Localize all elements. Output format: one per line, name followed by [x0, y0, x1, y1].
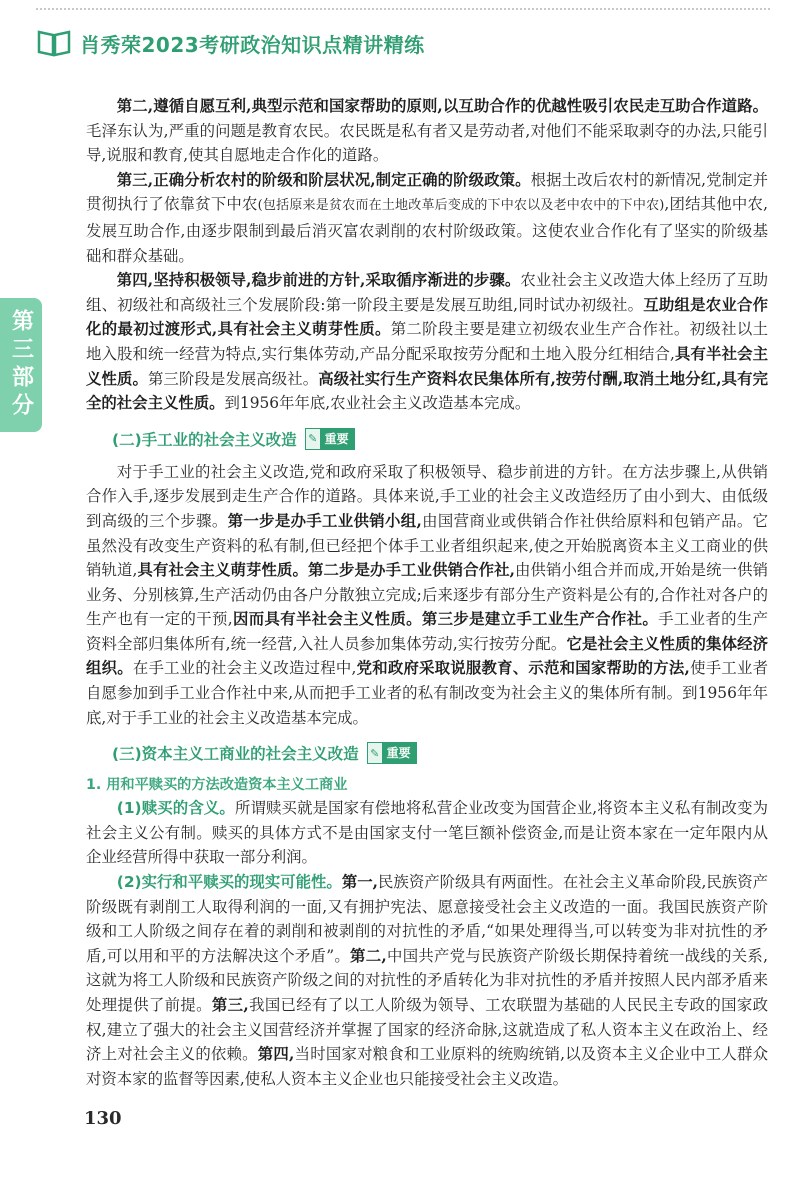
- pencil-icon: ✎: [306, 429, 320, 449]
- top-rule: [36, 8, 770, 20]
- important-badge: [305, 428, 355, 450]
- page-number: 130: [84, 1108, 122, 1129]
- section-heading-handicraft: [112, 428, 768, 450]
- page-header: [36, 28, 425, 58]
- section-title: (三)资本主义工商业的社会主义改造: [112, 745, 359, 764]
- section-title: (二)手工业的社会主义改造: [112, 430, 297, 449]
- important-badge: [367, 742, 417, 764]
- badge-label: 重要: [382, 743, 416, 763]
- pencil-icon: ✎: [368, 743, 382, 763]
- paragraph-steps: 第四,坚持积极领导,稳步前进的方针,采取循序渐进的步骤。农业社会主义改造大体上经历了互助组、初级社和高级社三个发展阶段:第一阶段主要是发展互助组,同时试办初级社。互助组是农业合作化的最初过渡形式,具有社会主义萌芽性质。第二阶段主要是建立初级农业生产合作社。初级社以土地入股和统一经营为特点,实行集体劳动,产品分配采取按劳分配和土地入股分红相结合,具有半社会主义性质。第三阶段是发展高级社。高级社实行生产资料农民集体所有,按劳付酬,取消土地分红,具有完全的社会主义性质。到1956年年底,农业社会主义改造基本完成。: [86, 271, 768, 413]
- paragraph-class-policy: 第三,正确分析农村的阶级和阶层状况,制定正确的阶级政策。根据土改后农村的新情况,党制定并贯彻执行了依靠贫下中农(包括原来是贫农而在土地改革后变成的下中农以及老中农中的下中农),团结其他中农,发展互助合作,由逐步限制到最后消灭富农剥削的农村阶级政策。这使农业合作化有了坚实的阶级基础和群众基础。: [86, 170, 768, 265]
- part-tab: [0, 298, 42, 432]
- section-heading-capitalist: [112, 742, 768, 764]
- part-tab-label: 第三部分: [8, 309, 34, 421]
- badge-label: 重要: [320, 429, 354, 449]
- paragraph-handicraft: 对于手工业的社会主义改造,党和政府采取了积极领导、稳步前进的方针。在方法步骤上,从供销合作入手,逐步发展到走生产合作的道路。具体来说,手工业的社会主义改造经历了由小到大、由低级到高级的三个步骤。第一步是办手工业供销小组,由国营商业或供销合作社供给原料和包销产品。它虽然没有改变生产资料的私有制,但已经把个体手工业者组织起来,使之开始脱离资本主义工商业的供销轨道,具有社会主义萌芽性质。第二步是办手工业供销合作社,由供销小组合并而成,开始是统一供销业务、分别核算,生产活动仍由各户分散独立完成;后来逐步有部分生产资料是公有的,合作社对各户的生产也有一定的干预,因而具有半社会主义性质。第三步是建立手工业生产合作社。手工业者的生产资料全部归集体所有,统一经营,入社人员参加集体劳动,实行按劳分配。它是社会主义性质的集体经济组织。在手工业的社会主义改造过程中,党和政府采取说服教育、示范和国家帮助的方法,使手工业者自愿参加到手工业合作社中来,从而把手工业者的私有制改变为社会主义的集体所有制。到1956年年底,对于手工业的社会主义改造基本完成。: [86, 462, 768, 727]
- book-icon: [36, 28, 72, 58]
- book-title: 肖秀荣2023考研政治知识点精讲精练: [80, 32, 425, 57]
- page-body: [86, 94, 768, 1091]
- subsection-title: 1. 用和平赎买的方法改造资本主义工商业: [86, 777, 348, 794]
- paragraph-redemption-feasibility: (2)实行和平赎买的现实可能性。第一,民族资产阶级具有两面性。在社会主义革命阶段,民族资产阶级既有剥削工人取得利润的一面,又有拥护宪法、愿意接受社会主义改造的一面。我国民族资产阶级和工人阶级之间存在着的剥削和被剥削的对抗性的矛盾,“如果处理得当,可以转变为非对抗性的矛盾,可以用和平的方法解决这个矛盾”。第二,中国共产党与民族资产阶级长期保持着统一战线的关系,这就为将工人阶级和民族资产阶级之间的对抗性的矛盾转化为非对抗性的矛盾并按照人民内部矛盾来处理提供了前提。第三,我国已经有了以工人阶级为领导、工农联盟为基础的人民民主专政的国家政权,建立了强大的社会主义国营经济并掌握了国家的经济命脉,这就造成了私人资本主义在政治上、经济上对社会主义的依赖。第四,当时国家对粮食和工业原料的统购统销,以及资本主义企业中工人群众对资本家的监督等因素,使私人资本主义企业也只能接受社会主义改造。: [86, 873, 769, 1088]
- paragraph-redemption-meaning: (1)赎买的含义。所谓赎买就是国家有偿地将私营企业改变为国营企业,将资本主义私有制改变为社会主义公有制。赎买的具体方式不是由国家支付一笔巨额补偿资金,而是让资本家在一定年限内从企业经营所得中获取一部分利润。: [86, 799, 768, 867]
- paragraph-cooperation-principle: 第二,遵循自愿互利,典型示范和国家帮助的原则,以互助合作的优越性吸引农民走互助合作道路。毛泽东认为,严重的问题是教育农民。农民既是私有者又是劳动者,对他们不能采取剥夺的办法,只能引导,说服和教育,使其自愿地走合作化的道路。: [86, 97, 768, 165]
- parenthetical-note: (包括原来是贫农而在土地改革后变成的下中农以及老中农中的下中农): [257, 198, 665, 214]
